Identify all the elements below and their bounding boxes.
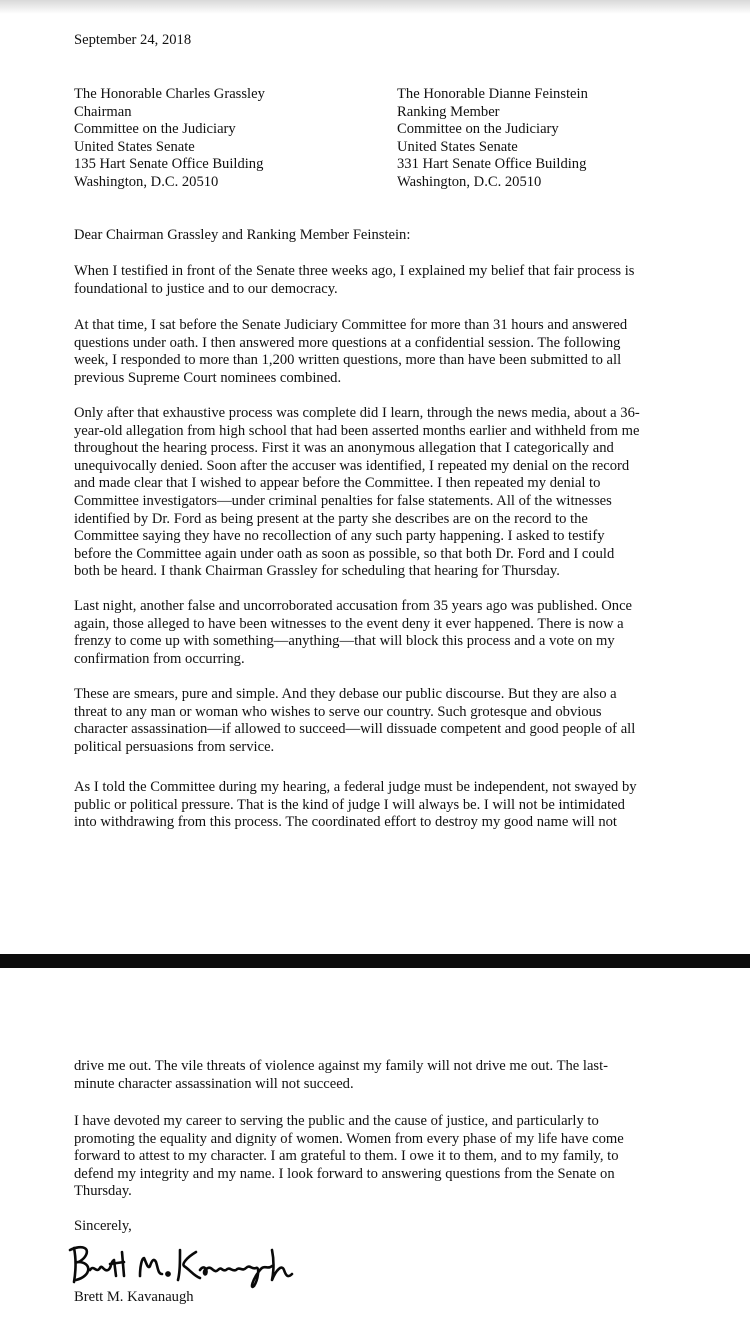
page-divider — [0, 954, 750, 968]
body-paragraph: These are smears, pure and simple. And they debase our public discourse. But they are also a threat to any man or woman who wishes to serve our country. Such grotesque and obvious character assassination—if allowed to succeed—will dissuade competent and good people of all political persuasions from service. — [74, 686, 636, 755]
body-paragraph: At that time, I sat before the Senate Judiciary Committee for more than 31 hours and answered questions under oath. I then answered more questions at a confidential session. The following week, I responded to more than 1,200 written questions, more than have been submitted to all previous Supreme Court nominees combined. — [74, 317, 628, 386]
recipient-address-left: The Honorable Charles Grassley Chairman Committee on the Judiciary United States Senate 135 Hart Senate Office Building Washington, D.C. 20510 — [74, 86, 265, 190]
closing: Sincerely, — [74, 1218, 132, 1234]
letter-page-2 — [0, 968, 750, 1334]
body-paragraph: I have devoted my career to serving the public and the cause of justice, and particularly to promoting the equality and dignity of women. Women from every phase of my life have come forward to attest to my character. I am grateful to them. I owe it to them, and to my family, to defend my integrity and my name. I look forward to answering questions from the Senate on Thursday. — [74, 1113, 624, 1200]
letter-date: September 24, 2018 — [74, 32, 192, 48]
body-paragraph: Only after that exhaustive process was complete did I learn, through the news media, about a 36- year-old allegation from high school that had been asserted months earlier and withheld from me throughout the hearing process. First it was an anonymous allegation that I categorically and unequivocally denied. Soon after the accuser was identified, I repeated my denial on the record and made clear that I wished to appear before the Committee. I then repeated my denial to Committee investigators—under criminal penalties for false statements. All of the witnesses identified by Dr. Ford as being present at the party she describes are on the record to the Committee saying they have no recollection of any such party happening. I asked to testify before the Committee again under oath as soon as possible, so that both Dr. Ford and I could both be heard. I thank Chairman Grassley for scheduling that hearing for Thursday. — [74, 405, 640, 580]
viewer-top-shadow — [0, 0, 750, 14]
printed-name: Brett M. Kavanaugh — [74, 1289, 194, 1305]
handwritten-signature — [68, 1240, 308, 1292]
body-paragraph: When I testified in front of the Senate three weeks ago, I explained my belief that fair process is foundational to justice and to our democracy. — [74, 263, 635, 297]
body-paragraph: drive me out. The vile threats of violence against my family will not drive me out. The last- minute character assassination will not succeed. — [74, 1058, 609, 1092]
letter-page-1 — [0, 14, 750, 954]
body-paragraph: As I told the Committee during my hearing, a federal judge must be independent, not swayed by public or political pressure. That is the kind of judge I will always be. I will not be intimidated into withdrawing from this process. The coordinated effort to destroy my good name will not — [74, 779, 637, 831]
body-paragraph: Last night, another false and uncorroborated accusation from 35 years ago was published. Once again, those alleged to have been witnesses to the event deny it ever happened. There is now a frenzy to come up with something—anything—that will block this process and a vote on my confirmation from occurring. — [74, 598, 633, 667]
salutation: Dear Chairman Grassley and Ranking Member Feinstein: — [74, 227, 411, 243]
recipient-address-right: The Honorable Dianne Feinstein Ranking Member Committee on the Judiciary United States Senate 331 Hart Senate Office Building Washington, D.C. 20510 — [397, 86, 588, 190]
